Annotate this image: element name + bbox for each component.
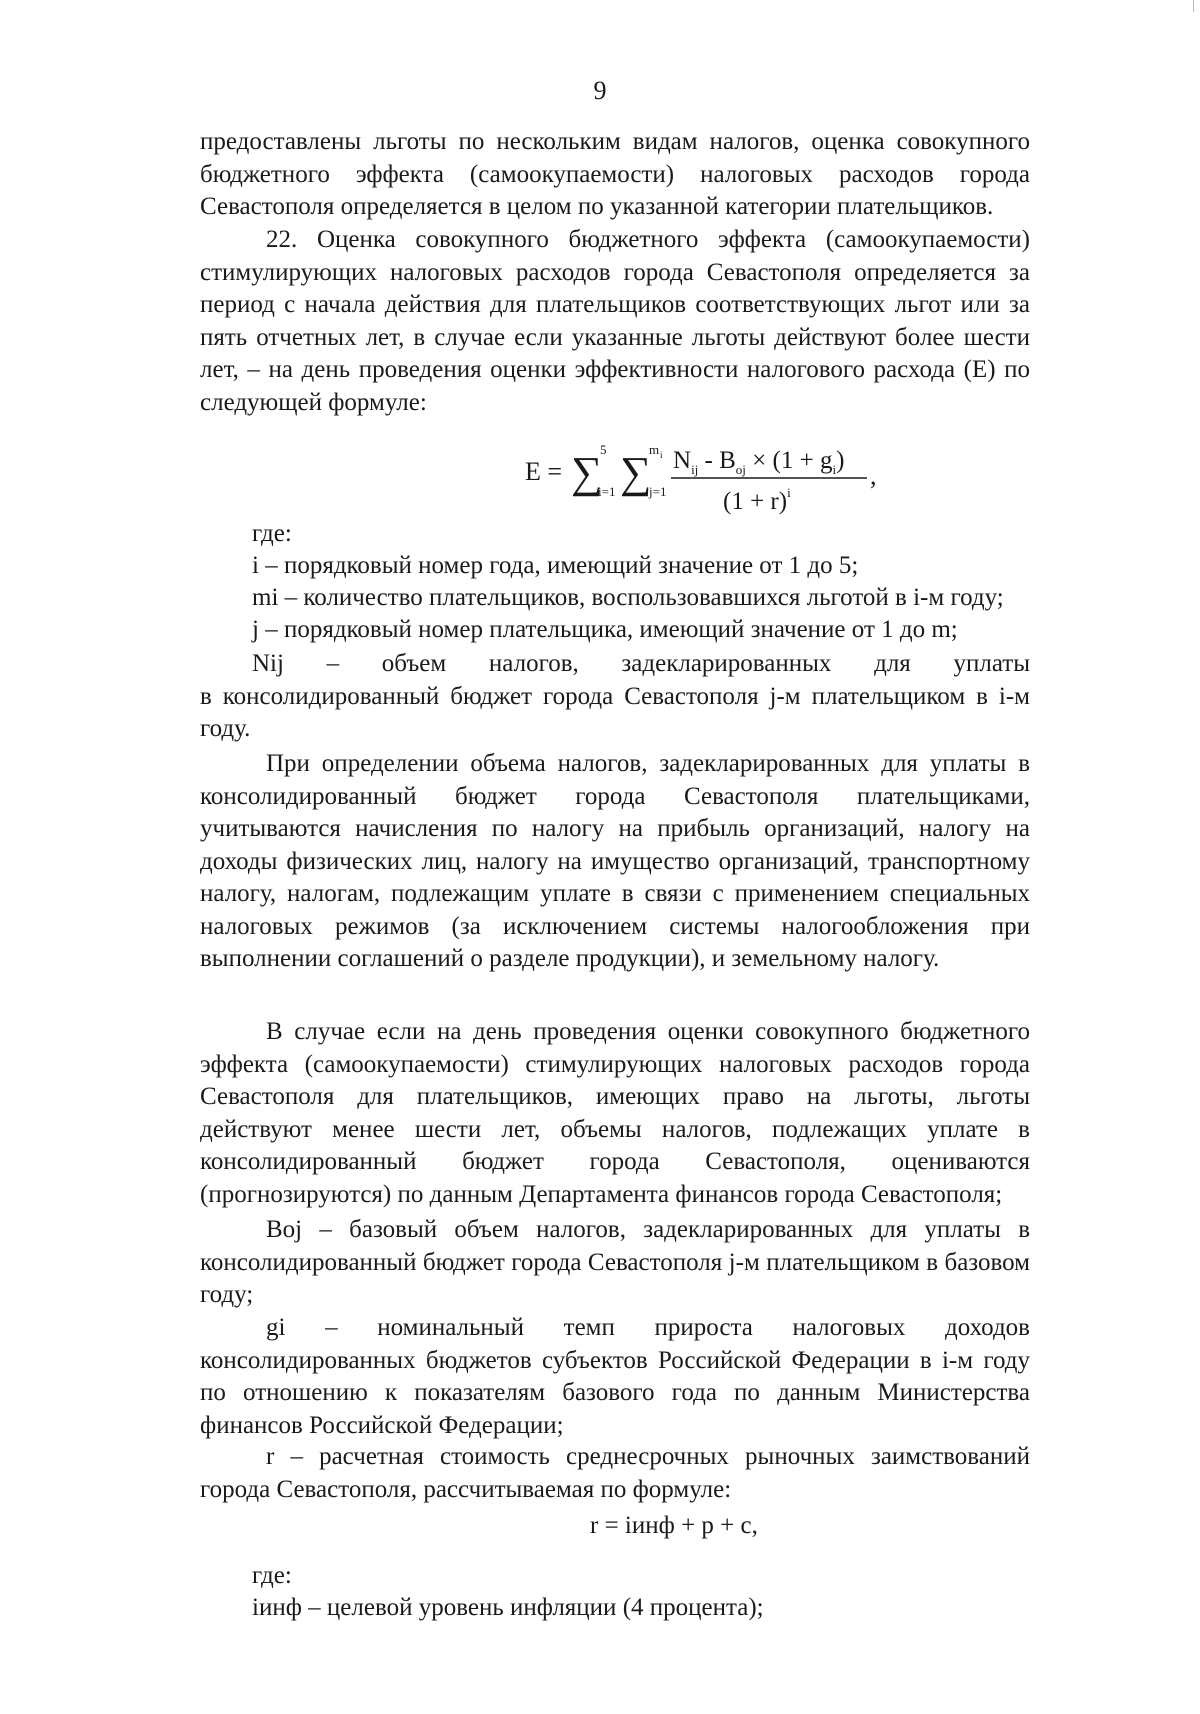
intro-paragraph [200, 126, 1030, 224]
definitions-top [252, 518, 1042, 646]
svg-text:i: i [660, 450, 663, 460]
para-determination-text: При определении объема налогов, задекларированных для уплаты в консолидированный бюджет города Севастополя плательщиками, учитываются начисления по налогу на прибыль организаций, налогу на доходы физических лиц, налогу на имущество организаций, транспортному налогу, налогам, подлежащим уплате в связи с применением специальных налоговых режимов (за исключением системы налогообложения при выполнении соглашений о разделе продукции), и земельному налогу. [200, 750, 1030, 972]
def-Boj-text: Boj – базовый объем налогов, задекларированных для уплаты в консолидированный бюджет города Севастополя j-м плательщиком в базовом году; [200, 1216, 1030, 1308]
def-Nij-head: Nij – объем налогов, задекларированных для уплаты [252, 650, 1030, 677]
page-number: 9 [593, 76, 607, 105]
para-determination [200, 748, 1030, 976]
def-gi-text: gi – номинальный темп прироста налоговых доходов консолидированных бюджетов субъектов Российской Федерации в i-м году по отношению к показателям базового года по данным Министерства финансов Российской Федерации; [200, 1314, 1030, 1439]
sum1-top: 5 [600, 442, 607, 457]
intro-paragraph-text: предоставлены льготы по нескольким видам налогов, оценка совокупного бюджетного эффекта (самоокупаемости) налоговых расходов города Севастополя определяется в целом по указанной категории плательщиков. [200, 128, 1030, 220]
para-case-text: В случае если на день проведения оценки совокупного бюджетного эффекта (самоокупаемости) стимулирующих налоговых расходов города Севастополя для плательщиков, имеющих право на льготы, льготы действуют менее шести лет, объемы налогов, подлежащих уплате в консолидированный бюджет города Севастополя, оцениваются (прогнозируются) по данным Департамента финансов города Севастополя; [200, 1018, 1030, 1208]
def-Nij-tail: в консолидированный бюджет города Севастополя j-м плательщиком в i-м году. [200, 682, 1030, 742]
formula-E [525, 432, 945, 522]
formula-denominator: $(1 + r)^i$ [723, 485, 791, 515]
sigma-2-icon: ∑ [620, 448, 652, 497]
para-case [200, 1016, 1030, 1211]
def-iinf: iинф – целевой уровень инфляции (4 процента); [252, 1594, 764, 1621]
formula-E-lhs: E = [525, 457, 563, 486]
formula-r: r = iинф + p + c, [590, 1512, 758, 1539]
def-i: i – порядковый номер года, имеющий значение от 1 до 5; [252, 552, 859, 579]
sum2-bottom: j=1 [649, 484, 667, 499]
definitions-bottom [252, 1560, 1042, 1624]
where-label-1: где: [252, 520, 292, 547]
formula-E-trailing: , [870, 461, 877, 490]
section-22-text: 22. Оценка совокупного бюджетного эффекта (самоокупаемости) стимулирующих налоговых расходов города Севастополя определяется за период с начала действия для плательщиков соответствующих льгот или за пять отчетных лет, в случае если указанные льготы действуют более шести лет, – на день проведения оценки эффективности налогового расхода (E) по следующей формуле: [200, 226, 1030, 416]
sum2-top: m [649, 442, 660, 457]
where-label-2: где: [252, 1562, 292, 1589]
def-Boj [200, 1214, 1030, 1312]
def-mi: mi – количество плательщиков, воспользовавшихся льготой в i-м году; [252, 584, 1004, 611]
sum1-bottom: i=1 [598, 484, 616, 499]
sigma-1-icon: ∑ [571, 448, 603, 497]
def-Nij [200, 648, 1030, 746]
def-gi [200, 1312, 1030, 1442]
section-22 [200, 224, 1030, 419]
def-j: j – порядковый номер плательщика, имеющий значение от 1 до m; [252, 616, 958, 643]
def-r [200, 1441, 1030, 1506]
scan-mark [1193, 0, 1194, 12]
def-r-text: r – расчетная стоимость среднесрочных рыночных заимствований города Севастополя, рассчитываемая по формуле: [200, 1443, 1030, 1503]
formula-numerator: $N_{ij} - B_{oj} \times (1 + g_i)$ [673, 447, 845, 477]
